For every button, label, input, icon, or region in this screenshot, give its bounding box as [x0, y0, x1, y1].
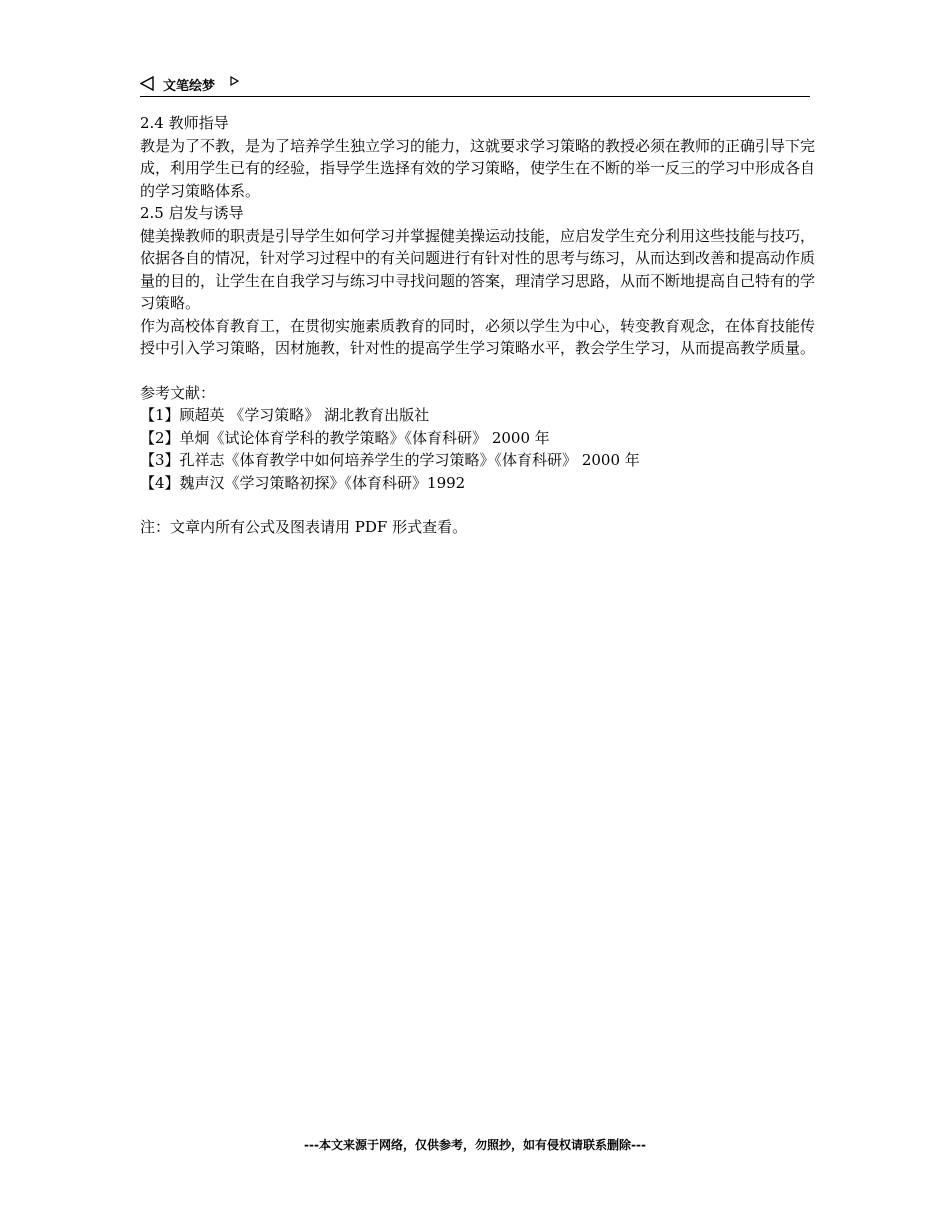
spacer: [140, 360, 815, 382]
section-heading: 2.5 启发与诱导: [140, 204, 244, 222]
reference-item: 【1】顾超英 《学习策略》 湖北教育出版社: [140, 406, 430, 424]
body-paragraph: 健美操教师的职责是引导学生如何学习并掌握健美操运动技能，应启发学生充分利用这些技能与技巧，依据各自的情况，针对学习过程中的有关问题进行有针对性的思考与练习，从而达到改善和提高动作质量的目的，让学生在自我学习与练习中寻找问题的答案，理清学习思路，从而不断地提高自己特有的学习策略。: [140, 226, 816, 312]
body-paragraph: 教是为了不教，是为了培养学生独立学习的能力，这就要求学习策略的教授必须在教师的正确引导下完成，利用学生已有的经验，指导学生选择有效的学习策略，使学生在不断的举一反三的学习中形成各自的学习策略体系。: [140, 136, 816, 200]
references-title: 参考文献：: [140, 383, 216, 402]
footer-disclaimer: ---本文来源于网络，仅供参考，勿照抄，如有侵权请联系删除---: [304, 1138, 646, 1152]
section-heading: 2.4 教师指导: [140, 114, 229, 132]
brand-title: 文笔绘梦: [163, 79, 216, 94]
note-text: 注：文章内所有公式及图表请用 PDF 形式查看。: [140, 518, 468, 536]
reference-item: 【4】魏声汉《学习策略初探》《体育科研》1992: [140, 473, 466, 492]
document-body: [140, 112, 815, 539]
reference-item: 【3】孔祥志《体育教学中如何培养学生的学习策略》《体育科研》 2000 年: [140, 451, 640, 469]
body-paragraph: 作为高校体育教育工，在贯彻实施素质教育的同时，必须以学生为中心，转变教育观念，在体育技能传授中引入学习策略，因材施教，针对性的提高学生学习策略水平，教会学生学习，从而提高教学质量。: [140, 316, 816, 357]
triangle-right-icon[interactable]: [230, 75, 239, 90]
page-header: [140, 72, 810, 97]
reference-item: 【2】单炯《试论体育学科的教学策略》《体育科研》 2000 年: [140, 428, 550, 447]
triangle-left-icon[interactable]: [140, 76, 155, 95]
spacer: [140, 494, 815, 516]
